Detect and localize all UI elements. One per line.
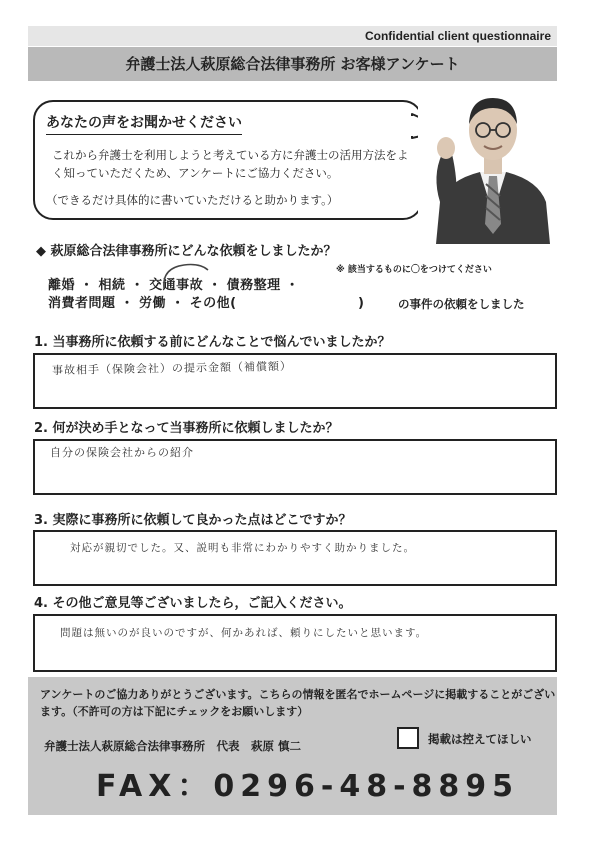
- page-title: 弁護士法人萩原総合法律事務所 お客様アンケート: [28, 47, 557, 81]
- case-type-options-line1: 離婚 ・ 相続 ・ 交通事故 ・ 債務整理 ・: [48, 278, 300, 293]
- question-4-label: 4. その他ご意見等ございましたら，ご記入ください。: [34, 596, 352, 611]
- question-4-answer-box[interactable]: [33, 614, 557, 672]
- question-3-answer-box[interactable]: [33, 530, 557, 586]
- case-type-options-line2: 消費者問題 ・ 労働 ・ その他( ): [48, 296, 365, 311]
- selection-circle-mark: [160, 262, 220, 292]
- question-3-label: 3. 実際に事務所に依頼して良かった点はどこですか？: [34, 513, 352, 528]
- intro-note: （できるだけ具体的に書いていただけると助かります。）: [46, 193, 339, 207]
- question-1-answer: 事故相手（保険会社）の提示金額（補償額）: [51, 359, 293, 377]
- no-publish-label: 掲載は控えてほしい: [428, 732, 532, 746]
- case-type-question: ◆ 萩原総合法律事務所にどんな依頼をしましたか？: [36, 244, 337, 259]
- question-3-answer: 対応が親切でした。又、説明も非常にわかりやすく助かりました。: [70, 542, 415, 554]
- footer-firm-name: 弁護士法人萩原総合法律事務所 代表 萩原 慎二: [44, 739, 302, 753]
- footer-message: アンケートのご協力ありがとうございます。こちらの情報を匿名でホームページに掲載することがございます。（不許可の方は下記にチェックをお願いします）: [40, 688, 556, 718]
- case-type-note: ※ 該当するものに〇をつけてください: [336, 265, 492, 275]
- intro-title: あなたの声をお聞かせください: [46, 112, 242, 135]
- question-2-answer: 自分の保険会社からの紹介: [50, 446, 194, 459]
- question-2-label: 2. 何が決め手となって当事務所に依頼しましたか？: [34, 421, 339, 436]
- intro-body: これから弁護士を利用しようと考えている方に弁護士の活用方法をよく知っていただくため、アンケートにご協力ください。: [52, 148, 409, 180]
- no-publish-checkbox[interactable]: [397, 727, 419, 749]
- lawyer-portrait-icon: [418, 84, 568, 244]
- question-1-label: 1. 当事務所に依頼する前にどんなことで悩んでいましたか？: [34, 335, 391, 350]
- fax-number: FAX：0296-48-8895: [96, 769, 520, 804]
- confidential-label: Confidential client questionnaire: [28, 26, 557, 46]
- question-4-answer: 問題は無いのが良いのですが、何かあれば、頼りにしたいと思います。: [60, 627, 428, 639]
- case-type-suffix: の事件の依頼をしました: [398, 297, 525, 311]
